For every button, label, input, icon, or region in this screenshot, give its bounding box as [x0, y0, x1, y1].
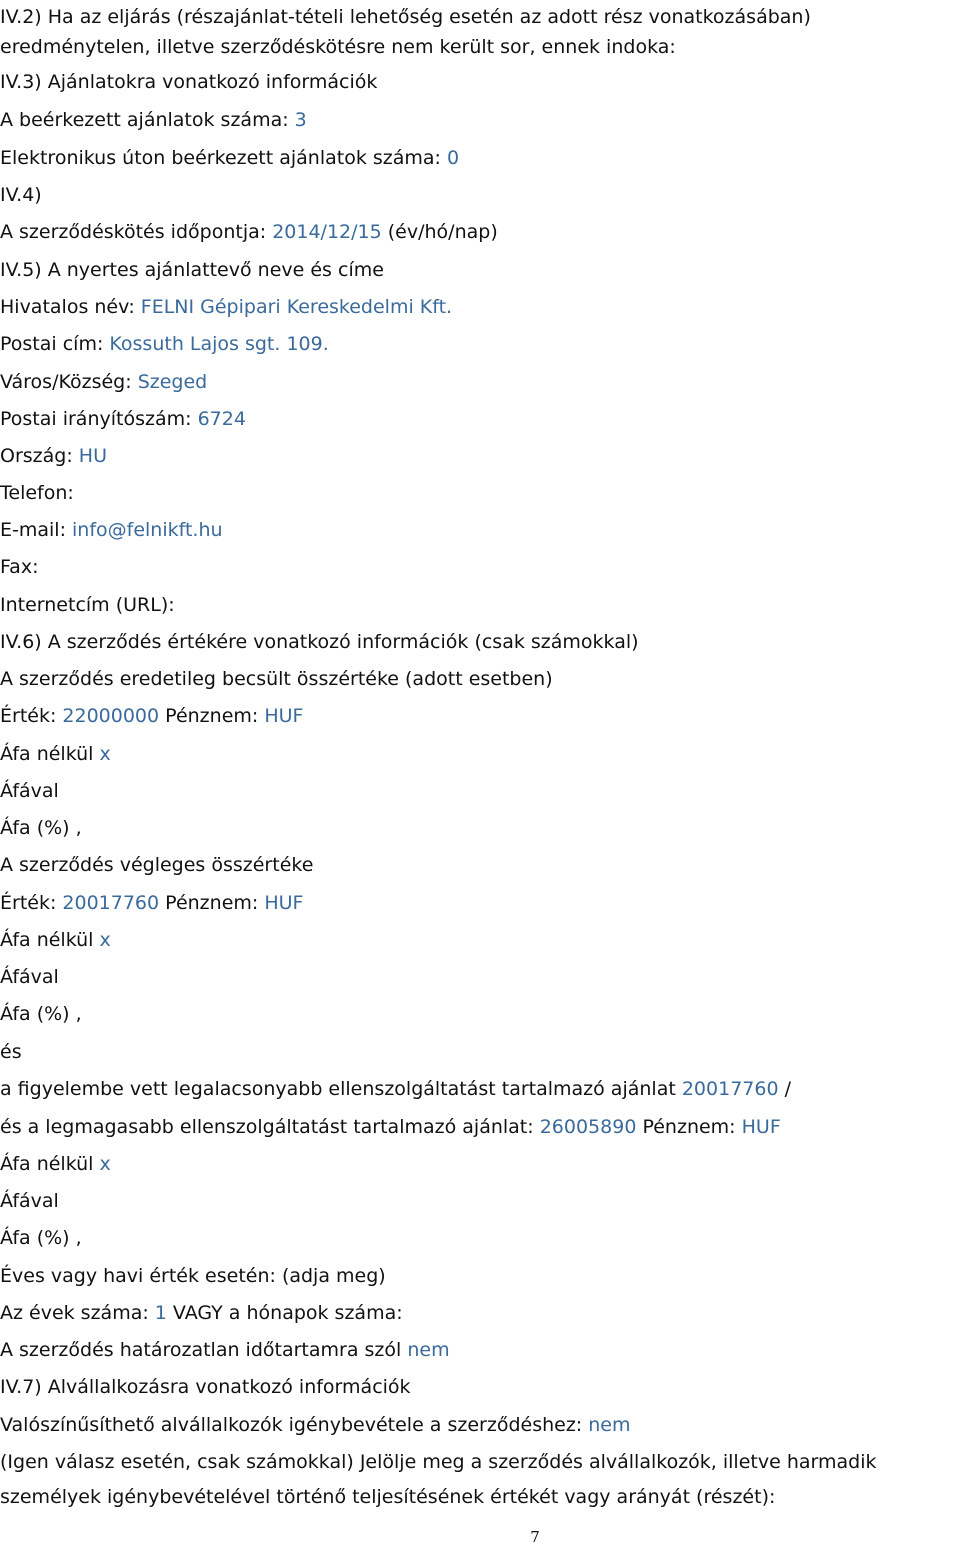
line-label: Áfa (%) , [0, 817, 82, 839]
line-label: Fax: [0, 556, 39, 578]
line-value: FELNI Gépipari Kereskedelmi Kft. [140, 296, 453, 318]
document-line [0, 402, 246, 436]
line-label: a figyelembe vett legalacsonyabb ellenszolgáltatást tartalmazó ajánlat [0, 1078, 682, 1100]
line-label: Éves vagy havi érték esetén: (adja meg) [0, 1265, 386, 1287]
line-label: A szerződés eredetileg becsült összértéke (adott esetben) [0, 668, 553, 690]
line-label: / [778, 1078, 792, 1100]
line-label: IV.5) A nyertes ajánlattevő neve és címe [0, 259, 384, 281]
line-label: Áfával [0, 966, 59, 988]
document-line [0, 1147, 111, 1181]
document-line [0, 737, 111, 771]
line-label: és [0, 1041, 22, 1063]
line-label: Hivatalos név: [0, 296, 141, 318]
line-value: nem [407, 1339, 450, 1361]
document-line [0, 997, 82, 1031]
line-label: IV.3) Ajánlatokra vonatkozó információk [0, 71, 378, 93]
document-line [0, 1480, 775, 1514]
document-line [0, 699, 303, 733]
document-line [0, 103, 307, 137]
document-line [0, 1072, 791, 1106]
line-label: Áfa (%) , [0, 1227, 82, 1249]
line-label: Postai cím: [0, 333, 110, 355]
line-label: (Igen válasz esetén, csak számokkal) Jelölje meg a szerződés alvállalkozók, illetve harmadik [0, 1451, 877, 1473]
line-label: E-mail: [0, 519, 73, 541]
document-line [0, 886, 303, 920]
document-line [0, 327, 329, 361]
document-line [0, 1296, 403, 1330]
line-label: Város/Község: [0, 371, 138, 393]
document-line [0, 1333, 450, 1367]
line-value: x [99, 929, 111, 951]
document-line [0, 1408, 631, 1442]
line-label: IV.6) A szerződés értékére vonatkozó információk (csak számokkal) [0, 631, 639, 653]
line-value: 1 [154, 1302, 167, 1324]
line-label: IV.7) Alvállalkozásra vonatkozó információk [0, 1376, 411, 1398]
document-line [0, 65, 377, 99]
line-value: Szeged [137, 371, 208, 393]
line-label: VAGY a hónapok száma: [166, 1302, 403, 1324]
line-label: Valószínűsíthető alvállalkozók igénybevétele a szerződéshez: [0, 1414, 589, 1436]
line-label: Internetcím (URL): [0, 594, 175, 616]
line-label: Telefon: [0, 482, 74, 504]
line-value: 20017760 [62, 892, 160, 914]
line-label: Elektronikus úton beérkezett ajánlatok száma: [0, 147, 447, 169]
document-line [0, 1370, 411, 1404]
document-line [0, 476, 74, 510]
line-value: 22000000 [62, 705, 160, 727]
document-line [0, 662, 553, 696]
document-line [0, 513, 223, 547]
line-value: 6724 [197, 408, 246, 430]
line-value: nem [588, 1414, 631, 1436]
document-line [0, 1221, 82, 1255]
document-line [0, 178, 42, 212]
line-value: Kossuth Lajos sgt. 109. [109, 333, 329, 355]
line-label: A szerződés határozatlan időtartamra szól [0, 1339, 408, 1361]
line-label: IV.2) Ha az eljárás (részajánlat-tételi lehetőség esetén az adott rész vonatkozásában) [0, 6, 811, 28]
line-label: A szerződés végleges összértéke [0, 854, 314, 876]
document-line [0, 1445, 876, 1479]
line-value: HUF [264, 705, 304, 727]
document-line [0, 923, 111, 957]
line-label: Áfa nélkül [0, 929, 100, 951]
line-value: HUF [741, 1116, 781, 1138]
line-label: (év/hó/nap) [381, 221, 498, 243]
document-line [0, 625, 639, 659]
document-line [0, 960, 59, 994]
document-line [0, 30, 676, 64]
document-line [0, 1259, 386, 1293]
line-label: személyek igénybevételével történő teljesítésének értékét vagy arányát (részét): [0, 1486, 776, 1508]
document-line [0, 290, 452, 324]
line-label: Pénznem: [636, 1116, 742, 1138]
line-label: Áfával [0, 1190, 59, 1212]
page-number: 7 [530, 1528, 540, 1546]
document-line [0, 215, 498, 249]
line-value: 0 [446, 147, 460, 169]
line-label: Pénznem: [159, 705, 265, 727]
document-line [0, 253, 384, 287]
line-label: Áfa (%) , [0, 1003, 82, 1025]
line-value: 3 [294, 109, 307, 131]
document-line [0, 365, 207, 399]
document-line [0, 774, 59, 808]
line-value: HU [78, 445, 107, 467]
line-label: Érték: [0, 892, 63, 914]
document-line [0, 588, 175, 622]
document-line [0, 1184, 59, 1218]
line-label: Pénznem: [159, 892, 265, 914]
document-line [0, 1035, 22, 1069]
line-label: eredménytelen, illetve szerződéskötésre nem került sor, ennek indoka: [0, 36, 676, 58]
line-label: A beérkezett ajánlatok száma: [0, 109, 295, 131]
document-line [0, 550, 38, 584]
line-label: Áfa nélkül [0, 743, 100, 765]
line-value: 2014/12/15 [272, 221, 382, 243]
document-line [0, 1110, 781, 1144]
line-label: Az évek száma: [0, 1302, 155, 1324]
line-value: 26005890 [539, 1116, 637, 1138]
line-value: 20017760 [681, 1078, 779, 1100]
document-line [0, 439, 107, 473]
line-label: Érték: [0, 705, 63, 727]
line-label: Ország: [0, 445, 79, 467]
line-label: Áfával [0, 780, 59, 802]
document-line [0, 811, 82, 845]
line-value: info@felnikft.hu [72, 519, 223, 541]
document-line [0, 141, 459, 175]
line-label: Áfa nélkül [0, 1153, 100, 1175]
line-label: IV.4) [0, 184, 42, 206]
line-value: HUF [264, 892, 304, 914]
line-value: x [99, 1153, 111, 1175]
line-label: A szerződéskötés időpontja: [0, 221, 273, 243]
document-line [0, 0, 811, 34]
line-value: x [99, 743, 111, 765]
document-line [0, 848, 313, 882]
line-label: és a legmagasabb ellenszolgáltatást tartalmazó ajánlat: [0, 1116, 540, 1138]
line-label: Postai irányítószám: [0, 408, 198, 430]
